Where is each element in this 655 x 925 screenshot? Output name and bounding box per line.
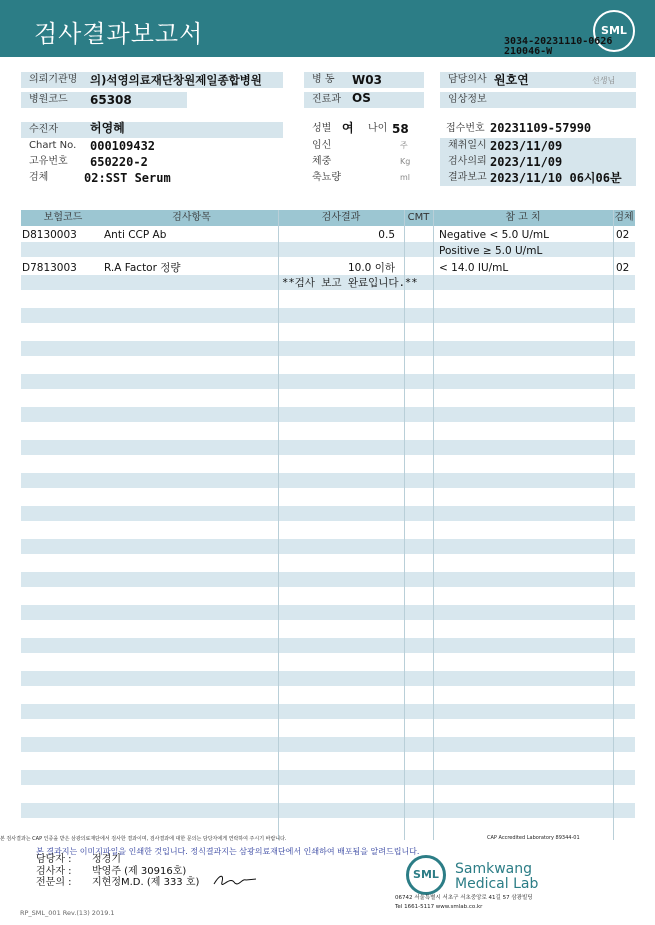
report-title: 검사결과보고서: [34, 20, 204, 48]
patient-label: 수진자: [21, 122, 283, 138]
table-stripe: [21, 770, 635, 785]
pregnancy-unit: 주: [400, 141, 408, 150]
row1-specimen: 02: [616, 229, 630, 241]
doctor-value: 원호연: [494, 73, 529, 87]
table-stripe: [21, 242, 635, 257]
idno-label: 고유번호: [29, 156, 68, 167]
weight-unit: Kg: [400, 157, 411, 166]
requester-label: 의뢰기관명: [21, 72, 283, 88]
footer-fine-print: 본 검사결과는 CAP 인증을 받은 삼광의료재단에서 검사한 결과이며, 검사결과에 대한 문의는 담당자에게 연락하여 주시기 바랍니다.: [0, 836, 287, 842]
request-value: 2023/11/09: [490, 155, 563, 169]
table-stripe: [21, 638, 635, 653]
hospital-code-label: 병원코드: [21, 92, 187, 108]
clinical-label: 임상정보: [440, 92, 636, 108]
dept-label: 진료과: [304, 92, 424, 108]
signature-icon: [212, 870, 258, 888]
address-line2: Tel 1661-5117 www.smlab.co.kr: [395, 904, 483, 910]
specialist-value: 지현정M.D. (제 333 호): [92, 877, 200, 888]
sex-label: 성별: [312, 123, 332, 134]
hospital-code-value: 65308: [90, 93, 132, 107]
row1-reference-2: Positive ≥ 5.0 U/mL: [439, 245, 543, 257]
sml-logo-icon: SML: [406, 855, 446, 895]
age-value: 58: [392, 122, 409, 136]
dept-value: OS: [352, 91, 371, 105]
specialist-label: 전문의 :: [36, 877, 72, 888]
row1-result: 0.5: [378, 229, 395, 241]
row2-item: R.A Factor 정량: [104, 262, 181, 274]
row2-specimen: 02: [616, 262, 630, 274]
report-date-value: 2023/11/10 06시06분: [490, 171, 622, 185]
row2-result: 10.0 이하: [347, 262, 395, 274]
table-stripe: [21, 572, 635, 587]
header-reference: 참 고 치: [505, 212, 541, 223]
table-stripe: [21, 473, 635, 488]
ward-value: W03: [352, 73, 382, 87]
row2-code: D7813003: [22, 262, 77, 274]
collect-label: 채취일시: [440, 138, 636, 154]
row1-code: D8130003: [22, 229, 77, 241]
receipt-label: 접수번호: [446, 123, 485, 134]
chart-label: Chart No.: [29, 140, 77, 151]
chart-value: 000109432: [90, 139, 156, 153]
specimen-label: 검체: [29, 172, 49, 183]
table-stripe: [21, 803, 635, 818]
results-table: [21, 210, 635, 840]
table-stripe: [21, 704, 635, 719]
header-item: 검사항목: [172, 212, 211, 223]
age-label: 나이: [368, 123, 388, 134]
column-divider: [404, 210, 405, 840]
table-stripe: [21, 407, 635, 422]
pregnancy-label: 임신: [312, 140, 332, 151]
column-divider: [613, 210, 614, 840]
column-divider: [433, 210, 434, 840]
table-stripe: [21, 341, 635, 356]
table-stripe: [21, 374, 635, 389]
requester-value: 의)석영의료재단창원제일종합병원: [90, 73, 262, 87]
urine-label: 축뇨량: [312, 172, 341, 183]
header-cmt: CMT: [407, 212, 430, 223]
ward-label: 병 동: [304, 72, 424, 88]
report-number-line1: 3034-20231110-0626: [504, 36, 613, 47]
company-name: [455, 862, 538, 892]
row1-reference: Negative < 5.0 U/mL: [439, 229, 549, 241]
cap-accreditation: CAP Accredited Laboratory 89344-01: [487, 835, 580, 841]
report-number: [504, 37, 612, 57]
print-notice: 본 결과지는 이미지파일을 인쇄한 것입니다. 정식결과지는 삼광의료재단에서 인쇄하여 배포됨을 알려드립니다.: [36, 847, 420, 856]
table-stripe: [21, 308, 635, 323]
company-address: [395, 894, 533, 912]
receipt-value: 20231109-57990: [490, 121, 592, 135]
table-header: [21, 210, 635, 226]
column-divider: [278, 210, 279, 840]
table-stripe: [21, 539, 635, 554]
sml-logo-icon: SML: [593, 10, 635, 52]
company-line1: Samkwang: [455, 861, 532, 877]
examiner-value: 박영주 (제 30916호): [92, 866, 187, 877]
doctor-label: 담당의사: [440, 72, 636, 88]
table-stripe: [21, 605, 635, 620]
weight-label: 체중: [312, 156, 332, 167]
table-stripe: [21, 671, 635, 686]
row2-reference: < 14.0 IU/mL: [439, 262, 509, 274]
completion-note: **검사 보고 완료입니다.**: [282, 277, 418, 289]
address-line1: 06742 서울특별시 서초구 서초중앙로 41길 57 삼광빌딩: [395, 895, 533, 901]
doctor-suffix: 선생님: [592, 76, 616, 85]
header-specimen: 검체: [614, 212, 634, 223]
sex-value: 여: [342, 121, 354, 135]
collect-value: 2023/11/09: [490, 139, 563, 153]
report-date-label: 결과보고: [440, 170, 636, 186]
revision-code: RP_SML_001 Rev.(13) 2019.1: [20, 909, 115, 917]
report-number-line2: 210046-W: [504, 46, 553, 57]
manager-label: 담당자 :: [36, 854, 72, 865]
header-result: 검사결과: [321, 212, 361, 223]
row1-item: Anti CCP Ab: [104, 229, 167, 241]
request-label: 검사의뢰: [440, 154, 636, 170]
idno-value: 650220-2: [90, 155, 148, 169]
specimen-value: 02:SST Serum: [84, 171, 171, 185]
company-line2: Medical Lab: [455, 876, 539, 892]
patient-value: 허영혜: [90, 121, 125, 135]
table-stripe: [21, 506, 635, 521]
manager-value: 정경기: [92, 854, 121, 865]
table-stripe: [21, 440, 635, 455]
examiner-label: 검사자 :: [36, 866, 72, 877]
header-code: 보험코드: [43, 212, 83, 223]
table-stripe: [21, 737, 635, 752]
urine-unit: ml: [400, 173, 411, 182]
